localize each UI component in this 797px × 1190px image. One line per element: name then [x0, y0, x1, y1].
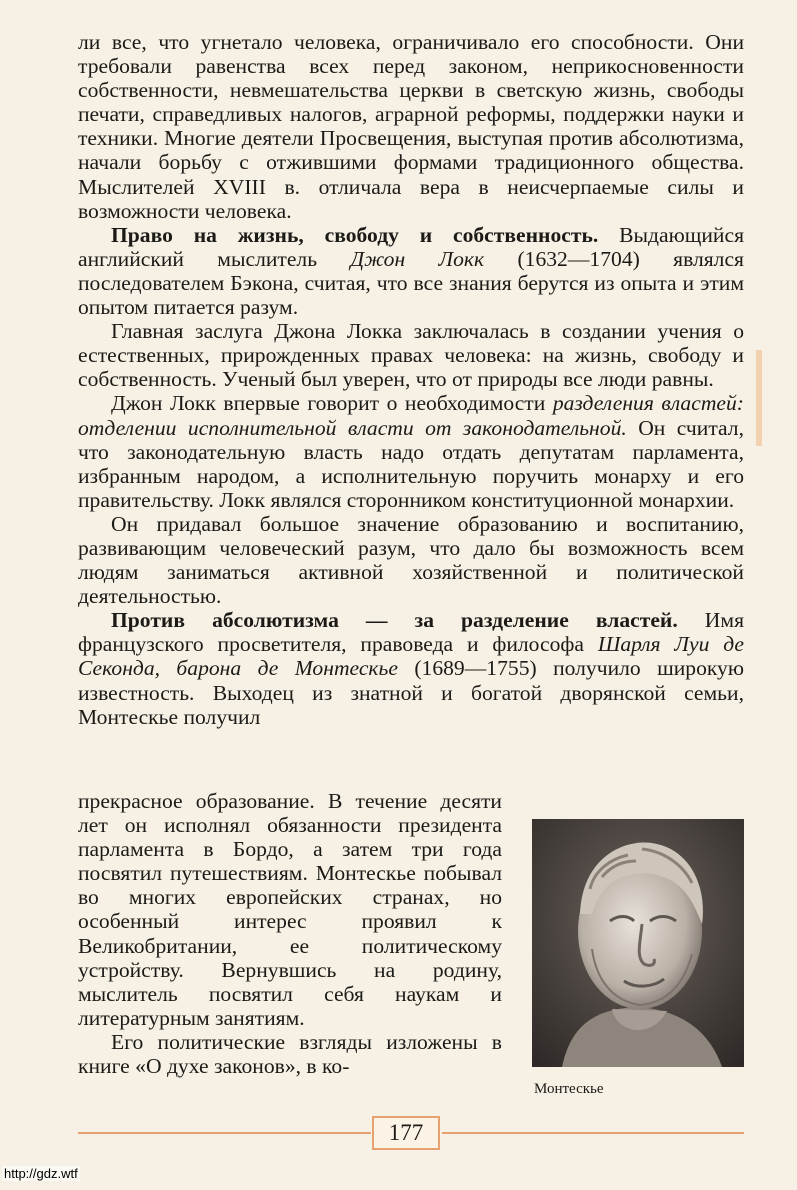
paragraph-intro: ли все, что угнетало человека, ограничивало его способности. Они требовали равенства всех перед законом, неприкосновенности собственности, невмешательства церкви в светскую жизнь, свободы печати, справедливых налогов, аграрной реформы, поддержки науки и техники. Многие деятели Просвещения, выступая против абсолютизма, начали борьбу с отжившими формами традиционного общества. Мыслителей XVIII в. отличала вера в неисчерпаемые силы и возможности человека.	[78, 30, 744, 223]
person-name-locke: Джон Локк	[350, 246, 485, 271]
montesquieu-portrait	[532, 819, 744, 1067]
emphasis-separation: разделения властей: отделении исполнительной власти от законодательной.	[78, 391, 744, 440]
main-text	[78, 30, 744, 729]
portrait-caption: Монтескье	[534, 1081, 604, 1097]
paragraph-natural-rights: Главная заслуга Джона Локка заключалась в создании учения о естественных, прирожденных правах человека: на жизнь, свободу и собственность. Ученый был уверен, что от природы все люди равны.	[78, 319, 744, 392]
footer-rule-right	[442, 1132, 744, 1134]
text-run: (1689—1755) получило широкую известность. Выходец из знатной и богатой дворянской семьи, Монтескье получил	[78, 656, 744, 729]
paragraph-montesquieu	[78, 608, 744, 728]
page-number: 177	[372, 1116, 440, 1150]
paragraph-locke	[78, 223, 744, 319]
margin-highlight	[756, 350, 762, 446]
paragraph-education: Он придавал большое значение образованию и воспитанию, развивающим человеческий разум, что дало бы возможность всем людям заниматься активной хозяйственной и политической деятельностью.	[78, 511, 744, 609]
paragraph-separation	[78, 391, 744, 511]
wrapped-text	[78, 789, 502, 1078]
text-run: Выдающийся английский мыслитель	[78, 222, 744, 271]
section-heading-montesquieu: Против абсолютизма — за разделение властей.	[111, 608, 678, 633]
text-run: Он считал, что законодательную власть надо отдать депутатам парламента, избранным народом, а исполнительную поручить монарху и его правительству. Локк являлся сторонником конституционной монархии.	[78, 415, 744, 512]
portrait-image	[532, 819, 744, 1067]
footer-rule-left	[78, 1132, 371, 1134]
person-name-montesquieu: Шарля Луи де Секонда, барона де Монтескье	[78, 632, 744, 681]
section-heading-locke: Право на жизнь, свободу и собственность.	[111, 222, 599, 247]
paragraph-biography: прекрасное образование. В течение десяти лет он исполнял обязанности президента парламента в Бордо, а затем три года посвятил путешествиям. Монтескье побывал во многих европейских странах, но особенный интерес проявил к Великобритании, ее политическому устройству. Вернувшись на родину, мыслитель посвятил себя наукам и литературным занятиям.	[78, 789, 502, 1030]
text-run: Имя французского просветителя, правоведа и философа	[78, 608, 744, 657]
watermark-link[interactable]: http://gdz.wtf	[4, 1166, 78, 1181]
paragraph-book: Его политические взгляды изложены в книге «О духе законов», в ко-	[78, 1029, 502, 1079]
text-run: (1632—1704) являлся последователем Бэкона, считая, что все знания берутся из опыта и этим опытом питается разум.	[78, 246, 744, 320]
text-run: Джон Локк впервые говорит о необходимости	[111, 391, 553, 416]
